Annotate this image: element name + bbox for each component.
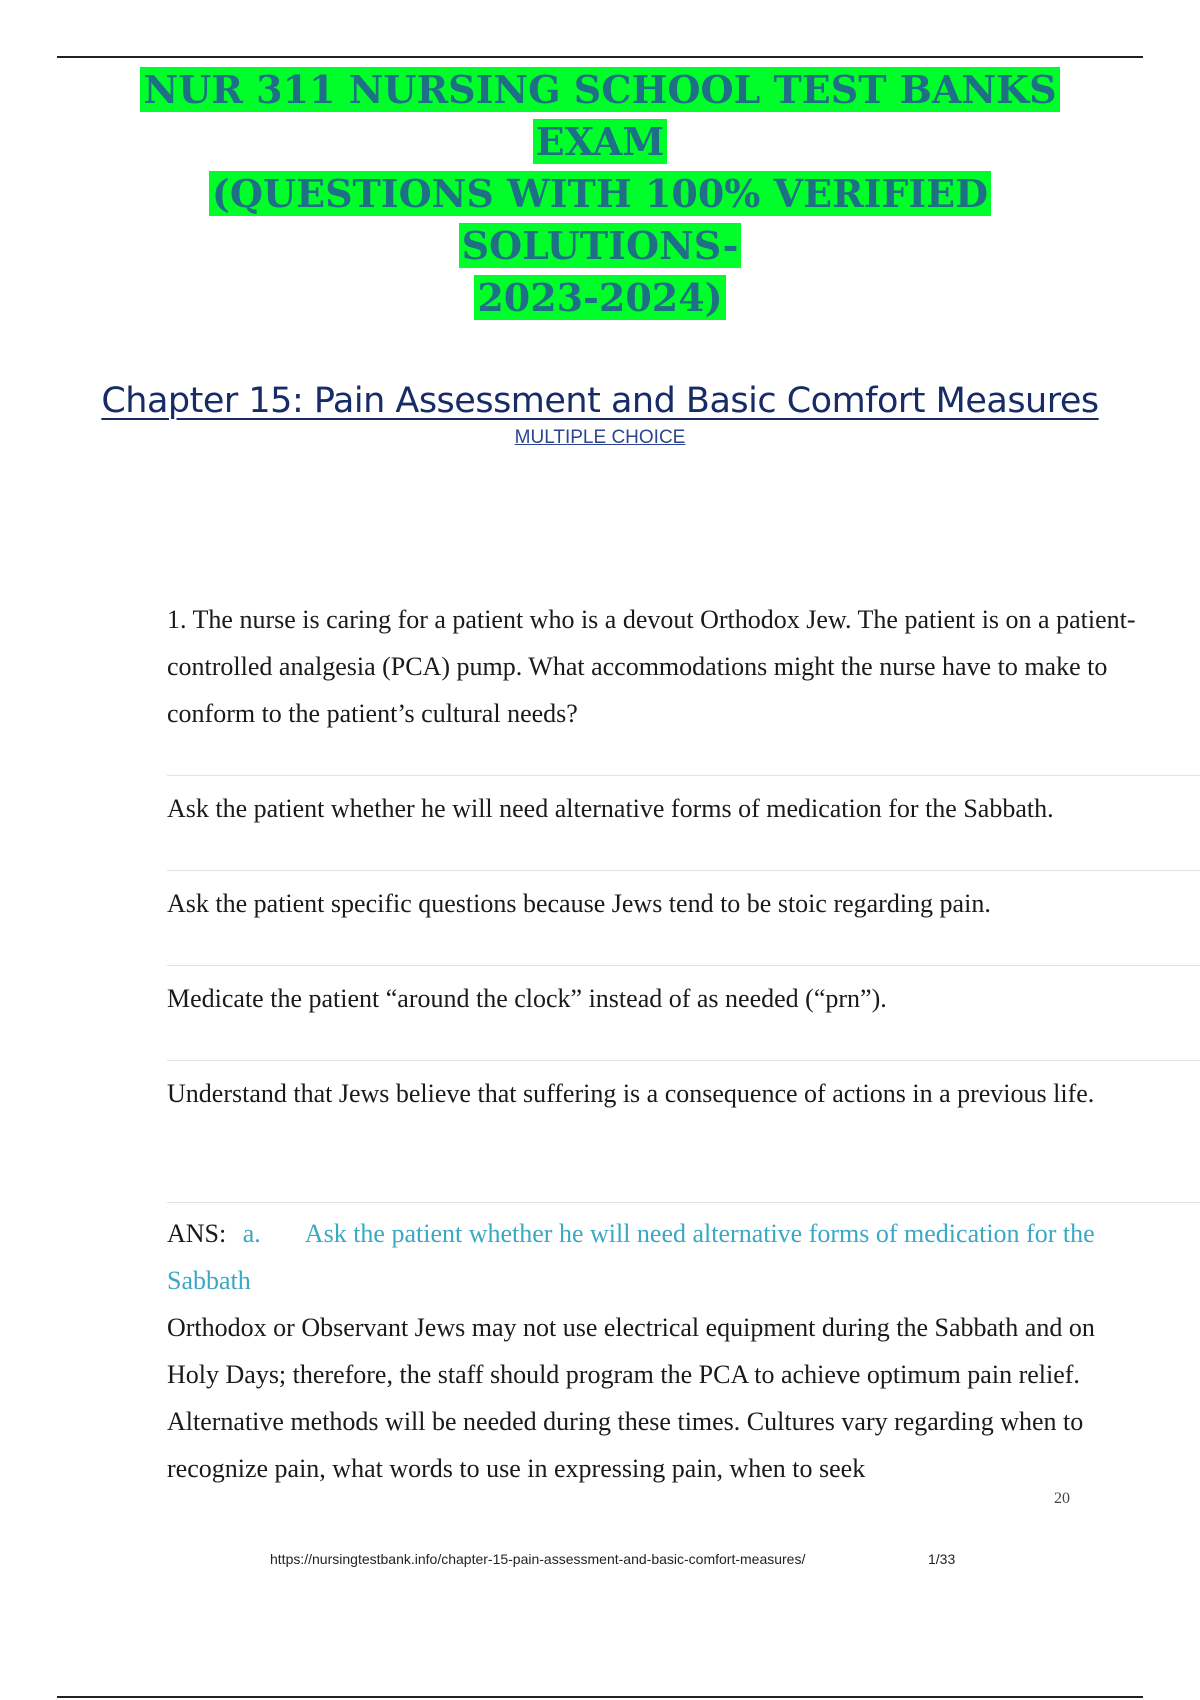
question-stem: 1. The nurse is caring for a patient who is a devout Orthodox Jew. The patient is on a patient-controlled analgesia (PCA) pump. What accommodations might the nurse have to make to conform to the patient’s cultural needs? bbox=[167, 605, 1136, 728]
page-number: 20 bbox=[1054, 1490, 1070, 1507]
chapter-heading bbox=[100, 378, 1100, 424]
title-line-2: (QUESTIONS WITH 100% VERIFIED SOLUTIONS- bbox=[209, 171, 991, 268]
title-line-1: NUR 311 NURSING SCHOOL TEST BANKS EXAM bbox=[140, 67, 1059, 164]
top-rule bbox=[57, 56, 1143, 58]
option-divider bbox=[167, 1202, 1200, 1203]
answer-label: ANS: bbox=[167, 1219, 227, 1248]
option-divider bbox=[167, 870, 1200, 871]
document-title bbox=[100, 64, 1100, 324]
answer-block bbox=[167, 1210, 1147, 1492]
title-line-3: 2023-2024) bbox=[474, 275, 725, 320]
answer-option-a: Ask the patient whether he will need alternative forms of medication for the Sabbath. bbox=[167, 794, 1054, 823]
option-divider bbox=[167, 965, 1200, 966]
answer-letter: a. bbox=[242, 1219, 261, 1248]
answer-option-d: Understand that Jews believe that suffering is a consequence of actions in a previous life. bbox=[167, 1079, 1095, 1108]
footer-url: https://nursingtestbank.info/chapter-15-pain-assessment-and-basic-comfort-measures/ bbox=[270, 1551, 806, 1567]
answer-option-c: Medicate the patient “around the clock” instead of as needed (“prn”). bbox=[167, 984, 887, 1013]
answer-rationale: Orthodox or Observant Jews may not use electrical equipment during the Sabbath and on Holy Days; therefore, the staff should program the PCA to achieve optimum pain relief. Alternative methods will be needed during these times. Cultures vary regarding when to recognize pain, what words to use in expressing pain, when to seek bbox=[167, 1313, 1095, 1483]
footer-page-count: 1/33 bbox=[928, 1551, 956, 1567]
bottom-rule bbox=[57, 1696, 1143, 1698]
section-label: MULTIPLE CHOICE bbox=[514, 427, 686, 448]
answer-text: Ask the patient whether he will need alternative forms of medication for the Sabbath bbox=[167, 1219, 1095, 1295]
chapter-title-text: Chapter 15: Pain Assessment and Basic Comfort Measures bbox=[101, 381, 1099, 421]
option-divider bbox=[167, 1060, 1200, 1061]
option-divider bbox=[167, 775, 1200, 776]
answer-option-b: Ask the patient specific questions because Jews tend to be stoic regarding pain. bbox=[167, 889, 991, 918]
